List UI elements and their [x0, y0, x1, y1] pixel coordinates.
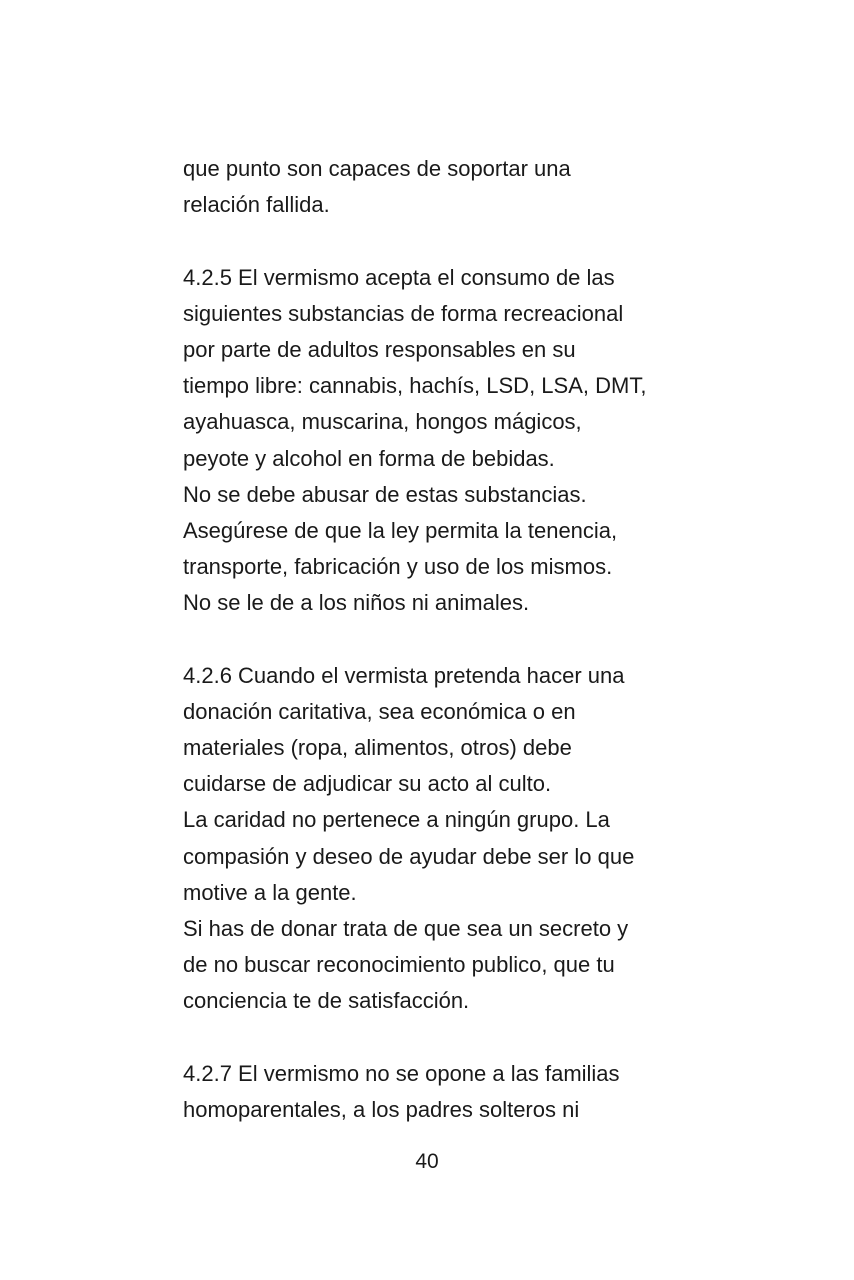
page-body	[183, 151, 703, 1128]
text-line: motive a la gente.	[183, 879, 357, 905]
text-line: Asegúrese de que la ley permita la tenencia,	[183, 517, 618, 543]
text-line: 4.2.5 El vermismo acepta el consumo de las	[183, 264, 615, 290]
page-number: 40	[415, 1150, 439, 1173]
paragraph-relacion-fallida	[183, 151, 703, 223]
text-line: 4.2.6 Cuando el vermista pretenda hacer una	[183, 662, 625, 688]
paragraph-spacer	[183, 223, 703, 259]
paragraph-4-2-5	[183, 260, 703, 622]
text-line: donación caritativa, sea económica o en	[183, 698, 576, 724]
text-line: No se le de a los niños ni animales.	[183, 590, 530, 616]
text-line: ayahuasca, muscarina, hongos mágicos,	[183, 409, 582, 435]
text-line: compasión y deseo de ayudar debe ser lo que	[183, 843, 635, 869]
text-line: materiales (ropa, alimentos, otros) debe	[183, 735, 572, 760]
text-line: Si has de donar trata de que sea un secreto y	[183, 915, 629, 941]
text-line: No se debe abusar de estas substancias.	[183, 481, 587, 507]
text-line: tiempo libre: cannabis, hachís, LSD, LSA, DMT,	[183, 373, 647, 399]
text-line: de no buscar reconocimiento publico, que tu	[183, 952, 615, 978]
paragraph-4-2-7	[183, 1056, 703, 1128]
text-line: relación fallida.	[183, 192, 330, 218]
text-line: La caridad no pertenece a ningún grupo. La	[183, 807, 610, 833]
text-line: conciencia te de satisfacción.	[183, 988, 470, 1014]
text-line: siguientes substancias de forma recreacional	[183, 300, 624, 326]
text-line: transporte, fabricación y uso de los mismos.	[183, 554, 613, 580]
text-line: peyote y alcohol en forma de bebidas.	[183, 445, 555, 471]
paragraph-spacer	[183, 621, 703, 657]
text-line: que punto son capaces de soportar una	[183, 156, 571, 181]
text-line: homoparentales, a los padres solteros ni	[183, 1096, 580, 1122]
text-line: cuidarse de adjudicar su acto al culto.	[183, 771, 552, 797]
text-line: 4.2.7 El vermismo no se opone a las familias	[183, 1060, 620, 1086]
paragraph-4-2-6	[183, 658, 703, 1020]
paragraph-spacer	[183, 1020, 703, 1056]
text-line: por parte de adultos responsables en su	[183, 336, 576, 362]
